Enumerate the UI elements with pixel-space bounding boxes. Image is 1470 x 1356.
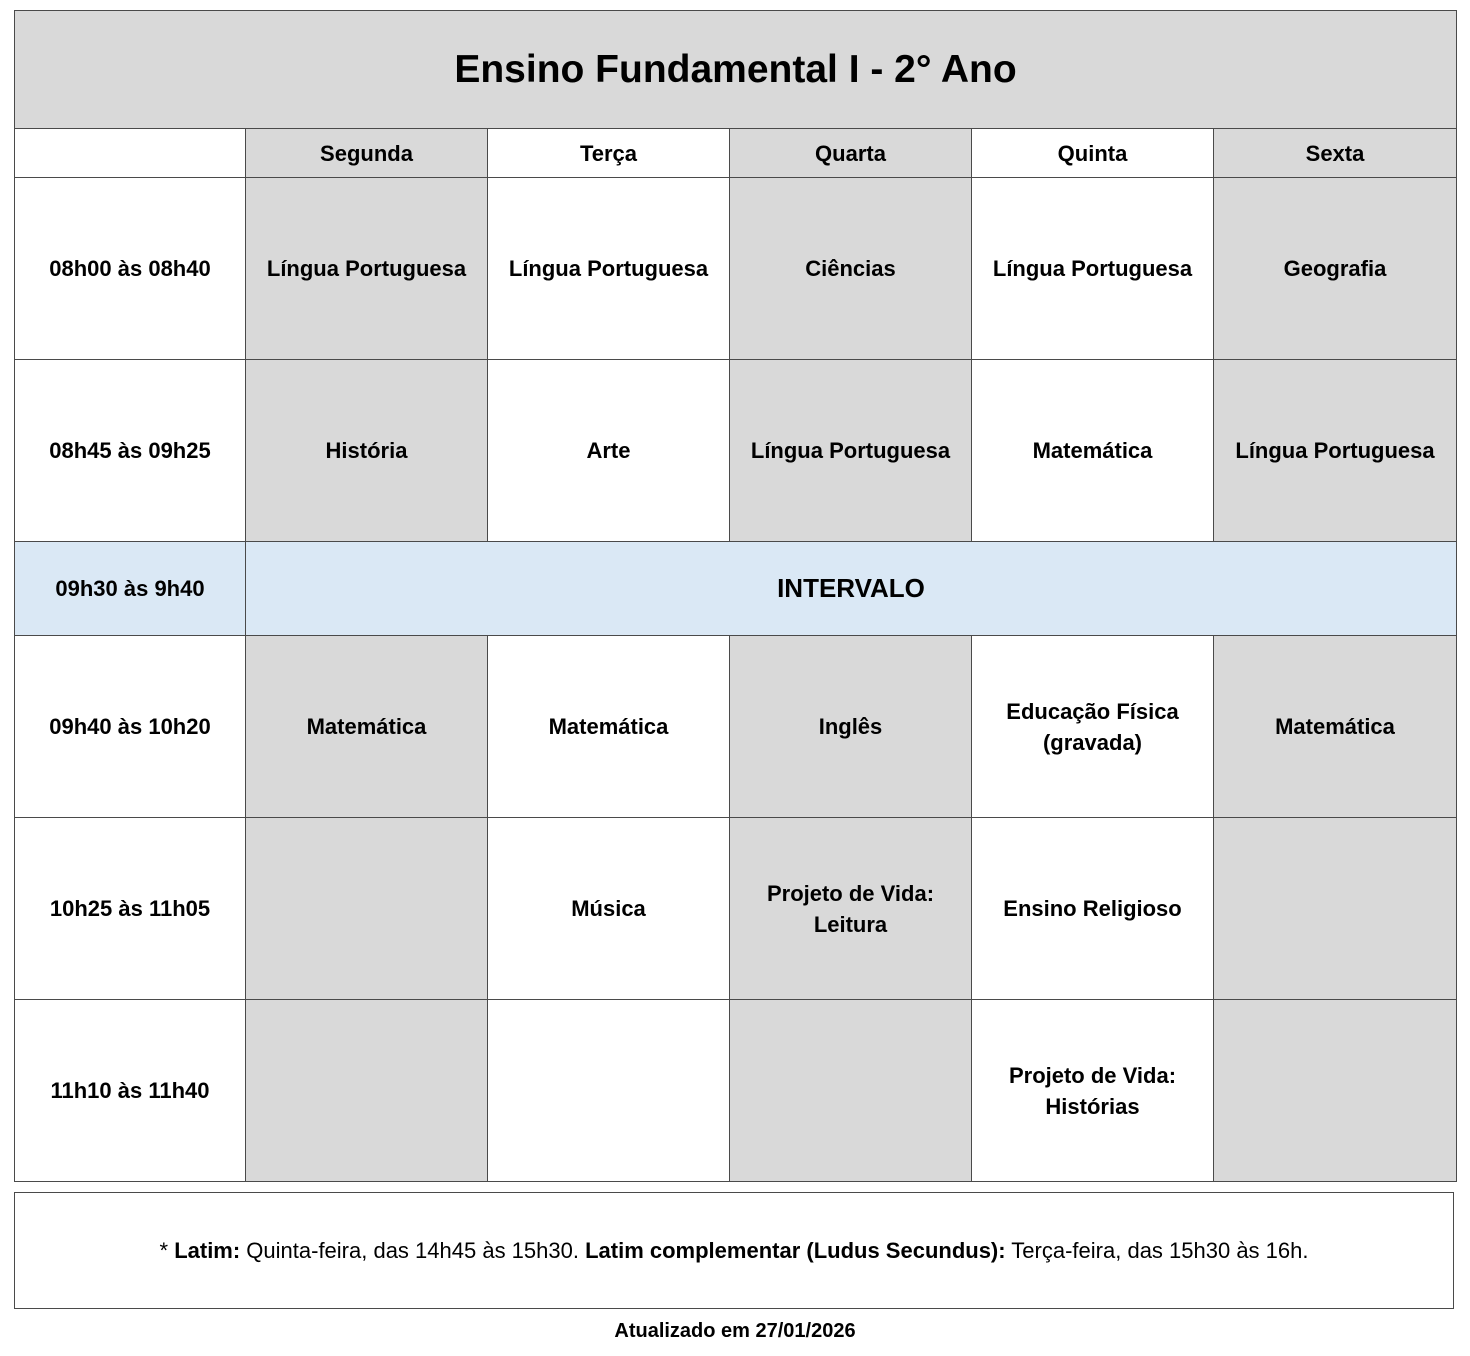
lesson-row-1 [15, 178, 1457, 360]
day-header-quarta: Quarta [730, 129, 972, 178]
day-header-terca: Terça [488, 129, 730, 178]
lesson-cell: Língua Portuguesa [488, 178, 730, 360]
lesson-cell: Matemática [1214, 636, 1457, 818]
lesson-cell: Matemática [246, 636, 488, 818]
footnote-box [14, 1192, 1454, 1309]
lesson-cell: Projeto de Vida: Histórias [972, 1000, 1214, 1182]
lesson-cell [488, 1000, 730, 1182]
lesson-row-5 [15, 1000, 1457, 1182]
lesson-cell: Ensino Religioso [972, 818, 1214, 1000]
latin-label: Latim: [174, 1237, 241, 1263]
lesson-cell: Matemática [488, 636, 730, 818]
lesson-cell: Projeto de Vida: Leitura [730, 818, 972, 1000]
lesson-cell: Música [488, 818, 730, 1000]
lesson-cell: Matemática [972, 360, 1214, 542]
time-slot: 10h25 às 11h05 [15, 818, 246, 1000]
lesson-cell [1214, 1000, 1457, 1182]
break-row [15, 542, 1457, 636]
lesson-cell: Educação Física (gravada) [972, 636, 1214, 818]
schedule-table [14, 10, 1457, 1182]
lesson-cell: Língua Portuguesa [1214, 360, 1457, 542]
lesson-cell: Geografia [1214, 178, 1457, 360]
lesson-cell: Ciências [730, 178, 972, 360]
time-column-header [15, 129, 246, 178]
break-time-slot: 09h30 às 9h40 [15, 542, 246, 636]
lesson-cell [246, 1000, 488, 1182]
lesson-cell: Língua Portuguesa [246, 178, 488, 360]
time-slot: 09h40 às 10h20 [15, 636, 246, 818]
latin-text: Quinta-feira, das 14h45 às 15h30. [240, 1237, 586, 1263]
lesson-cell: Língua Portuguesa [972, 178, 1214, 360]
schedule-title: Ensino Fundamental I - 2° Ano [15, 11, 1457, 129]
lesson-cell: História [246, 360, 488, 542]
latin-complement-label: Latim complementar (Ludus Secundus): [585, 1237, 1006, 1263]
break-label: INTERVALO [246, 542, 1457, 636]
last-updated: Atualizado em 27/01/2026 [614, 1320, 856, 1342]
day-header-segunda: Segunda [246, 129, 488, 178]
latin-complement-text: Terça-feira, das 15h30 às 16h. [1005, 1237, 1309, 1263]
lesson-cell [1214, 818, 1457, 1000]
weekday-header-row [15, 129, 1457, 178]
lesson-cell: Língua Portuguesa [730, 360, 972, 542]
lesson-cell [730, 1000, 972, 1182]
time-slot: 11h10 às 11h40 [15, 1000, 246, 1182]
day-header-quinta: Quinta [972, 129, 1214, 178]
lesson-cell: Arte [488, 360, 730, 542]
footnote-prefix: * [159, 1237, 175, 1263]
lesson-cell: Inglês [730, 636, 972, 818]
footnote-text [160, 1238, 1309, 1264]
day-header-sexta: Sexta [1214, 129, 1457, 178]
time-slot: 08h45 às 09h25 [15, 360, 246, 542]
lesson-row-3 [15, 636, 1457, 818]
time-slot: 08h00 às 08h40 [15, 178, 246, 360]
lesson-cell [246, 818, 488, 1000]
lesson-row-4 [15, 818, 1457, 1000]
lesson-row-2 [15, 360, 1457, 542]
